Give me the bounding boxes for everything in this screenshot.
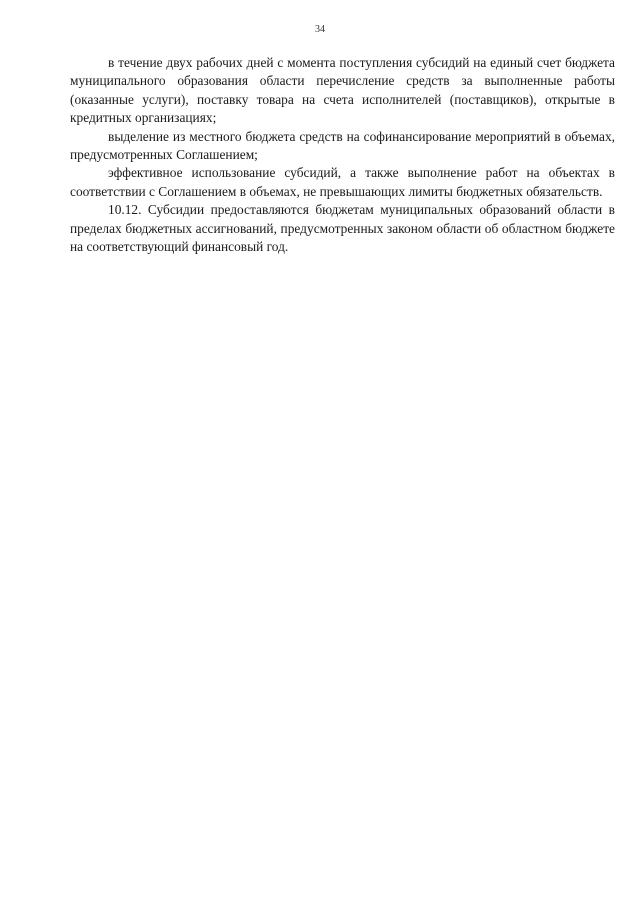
page-number: 34 <box>315 24 325 35</box>
document-body <box>70 54 615 256</box>
paragraph-effective-use: эффективное использование субсидий, а также выполнение работ на объектах в соответствии с Соглашением в объемах, не превышающих лимиты бюджетных обязательств. <box>70 165 615 199</box>
paragraph-clause-10-12: 10.12. Субсидии предоставляются бюджетам муниципальных образований области в пределах бюджетных ассигнований, предусмотренных законом области об областном бюджете на соответствующий финансовый год. <box>70 202 615 255</box>
paragraph-transfer-funds: в течение двух рабочих дней с момента поступления субсидий на единый счет бюджета муниципального образования области перечисление средств за выполненные работы (оказанные услуги), поставку товара на счета исполнителей (поставщиков), открытые в кредитных организациях; <box>70 55 615 126</box>
paragraph-cofinancing: выделение из местного бюджета средств на софинансирование мероприятий в объемах, предусмотренных Соглашением; <box>70 128 615 163</box>
